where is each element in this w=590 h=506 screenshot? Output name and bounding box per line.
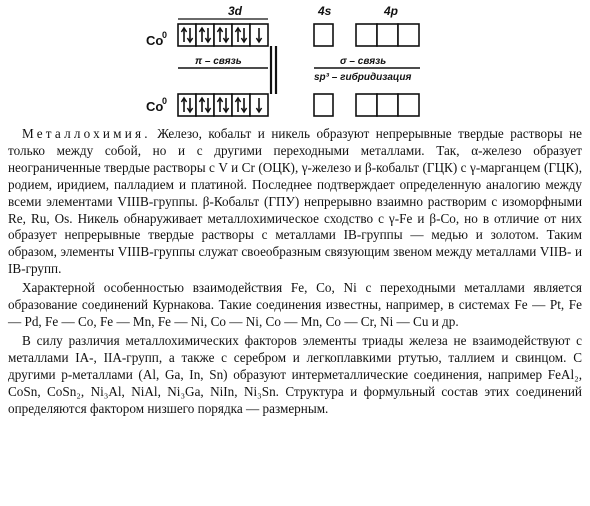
orbital-box-4p: [356, 94, 377, 116]
article-text: [8, 126, 582, 417]
top-atom-symbol: Co: [146, 33, 164, 48]
orbital-label-3d: 3d: [228, 4, 243, 18]
orbital-box-4s: [314, 94, 333, 116]
bottom-orbital-row: [178, 94, 419, 116]
orbital-box-3d: [196, 24, 214, 46]
orbital-box-4p: [377, 94, 398, 116]
orbital-box-4p: [377, 24, 398, 46]
paragraph-intermetallics: В силу различия металлохимических факторов элементы триады железа не взаимодействуют с металлами IA-, IIA-групп, а также с серебром и легкоплавкими ртутью, таллием и свинцом. С другими p-металлами (Al, Ga, In, Sn) образуют интерметаллические соединения, например FeAl₂, CoSn, CoSn₂, Ni₃Al, NiAl, Ni₃Ga, NiIn, Ni₃Sn. Структура и формульный состав этих соединений определяются фактором низшего порядка — размерным.: [8, 332, 582, 416]
bottom-atom-symbol: Co: [146, 99, 164, 114]
top-atom-charge: 0: [162, 30, 168, 40]
sigma-bond-label: σ – связь: [340, 56, 387, 67]
pi-bond-label: π – связь: [195, 56, 242, 67]
orbital-box-3d: [232, 94, 250, 116]
paragraph-metallochemistry: [8, 126, 582, 278]
orbital-box-3d: [178, 94, 196, 116]
bottom-atom-label: [146, 96, 167, 114]
orbital-label-4p: 4p: [384, 4, 399, 18]
orbital-box-4p: [356, 24, 377, 46]
orbital-box-3d: [178, 24, 196, 46]
orbital-box-3d: [214, 24, 232, 46]
orbital-box-3d: [232, 24, 250, 46]
hybridization-label: sp³ – гибридизация: [314, 72, 412, 83]
orbital-box-4s: [314, 24, 333, 46]
top-atom-label: [146, 30, 167, 48]
orbital-box-3d: [196, 94, 214, 116]
paragraph-kurnakov-compounds: Характерной особенностью взаимодействия Fe, Co, Ni с переходными металлами является образование соединений Курнакова. Такие соединения известны, например, в системах Fe — Pt, Fe — Pd, Fe — Co, Fe — Mn, Fe — Ni, Co — Ni, Co — Mn, Co — Cr, Ni — Cu и др.: [8, 280, 582, 329]
orbital-box-4p: [398, 94, 419, 116]
orbital-diagram: [0, 0, 590, 130]
orbital-box-3d: [214, 94, 232, 116]
section-term: Металлохимия.: [22, 126, 151, 141]
orbital-label-4s: 4s: [318, 4, 332, 18]
top-orbital-row: [178, 24, 419, 46]
bottom-atom-charge: 0: [162, 96, 168, 106]
orbital-box-4p: [398, 24, 419, 46]
paragraph-body: Железо, кобальт и никель образуют непрерывные твердые растворы не только между собой, но и с другими переходными металлами. Так, α-железо образует неограниченные твердые растворы с V и Cr (ОЦК), γ-железо и β-кобальт (ГЦК) с γ-марганцем (ГЦК), родием, иридием, палладием и платиной. Последнее подтверждает определенную аналогию между всеми элементами VIIIB-группы. β-Кобальт (ГПУ) непрерывно взаимно растворим с изоморфными Re, Ru, Os. Никель обнаруживает металлохимическое сходство с γ-Fe и β-Co, но в отличие от них образует непрерывные твердые растворы с металлами IB-группы — медью и золотом. Таким образом, элементы VIIIB-группы служат своеобразным связующим звеном между металлами VIIB- и IB-групп.: [8, 126, 582, 277]
